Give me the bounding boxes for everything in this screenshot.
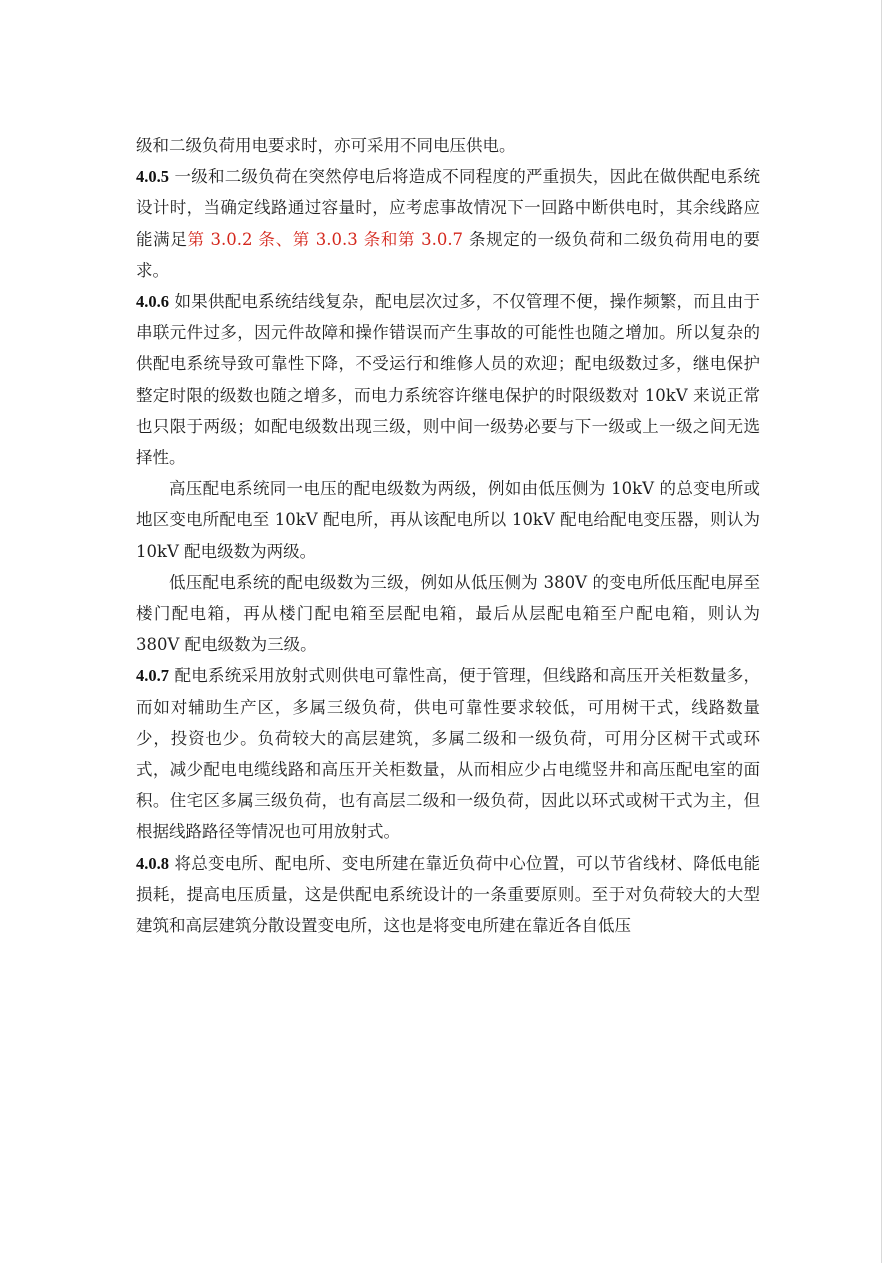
clause-number: 4.0.6: [136, 292, 169, 312]
paragraph-text: 一级和二级负荷在突然停电后将造成不同程度的严重损失，因此在做供配电系统设计时，当确定线路通过容量时，应考虑事故情况下一回路中断供电时，其余线路应能满足: [136, 167, 760, 249]
clause-number: 4.0.7: [136, 666, 169, 686]
clause-4-0-7: [136, 660, 760, 847]
paragraph-text: 如果供配电系统结线复杂，配电层次过多，不仅管理不便，操作频繁，而且由于串联元件过多，因元件故障和操作错误而产生事故的可能性也随之增加。所以复杂的供配电系统导致可靠性下降，不受运行和维修人员的欢迎；配电级数过多，继电保护整定时限的级数也随之增多，而电力系统容许继电保护的时限级数对 10kV 来说正常也只限于两级；如配电级数出现三级，则中间一级势必要与下一级或上一级之间无选择性。: [136, 292, 760, 468]
page-edge-divider: [881, 0, 882, 1263]
clause-reference-link[interactable]: 第 3.0.2 条、第 3.0.3 条和第 3.0.7: [187, 229, 464, 249]
paragraph-continuation: [136, 130, 760, 161]
paragraph-text: 将总变电所、配电所、变电所建在靠近负荷中心位置，可以节省线材、降低电能损耗，提高电压质量，这是供配电系统设计的一条重要原则。至于对负荷较大的大型建筑和高层建筑分散设置变电所，这也是将变电所建在靠近各自低压: [136, 853, 760, 936]
document-body: [136, 130, 760, 941]
clause-number: 4.0.5: [136, 167, 169, 187]
paragraph-high-voltage: [136, 473, 760, 567]
paragraph-text: 低压配电系统的配电级数为三级，例如从低压侧为 380V 的变电所低压配电屏至楼门配电箱，再从楼门配电箱至层配电箱，最后从层配电箱至户配电箱，则认为 380V 配电级数为三级。: [136, 572, 760, 655]
paragraph-low-voltage: [136, 567, 760, 661]
paragraph-text: 配电系统采用放射式则供电可靠性高，便于管理，但线路和高压开关柜数量多，而如对辅助生产区，多属三级负荷，供电可靠性要求较低，可用树干式，线路数量少，投资也少。负荷较大的高层建筑，多属二级和一级负荷，可用分区树干式或环式，减少配电电缆线路和高压开关柜数量，从而相应少占电缆竖井和高压配电室的面积。住宅区多属三级负荷，也有高层二级和一级负荷，因此以环式或树干式为主，但根据线路路径等情况也可用放射式。: [136, 666, 760, 842]
clause-4-0-5: [136, 161, 760, 286]
paragraph-text-tail: 条规定的一级负荷和二级负荷用电的要求。: [136, 229, 760, 280]
paragraph-text: 高压配电系统同一电压的配电级数为两级，例如由低压侧为 10kV 的总变电所或地区变电所配电至 10kV 配电所，再从该配电所以 10kV 配电给配电变压器，则认为 10kV 配电级数为两级。: [136, 479, 760, 561]
clause-4-0-6: [136, 286, 760, 473]
clause-number: 4.0.8: [136, 853, 169, 873]
clause-4-0-8: [136, 848, 760, 942]
paragraph-text: 级和二级负荷用电要求时，亦可采用不同电压供电。: [136, 136, 516, 155]
